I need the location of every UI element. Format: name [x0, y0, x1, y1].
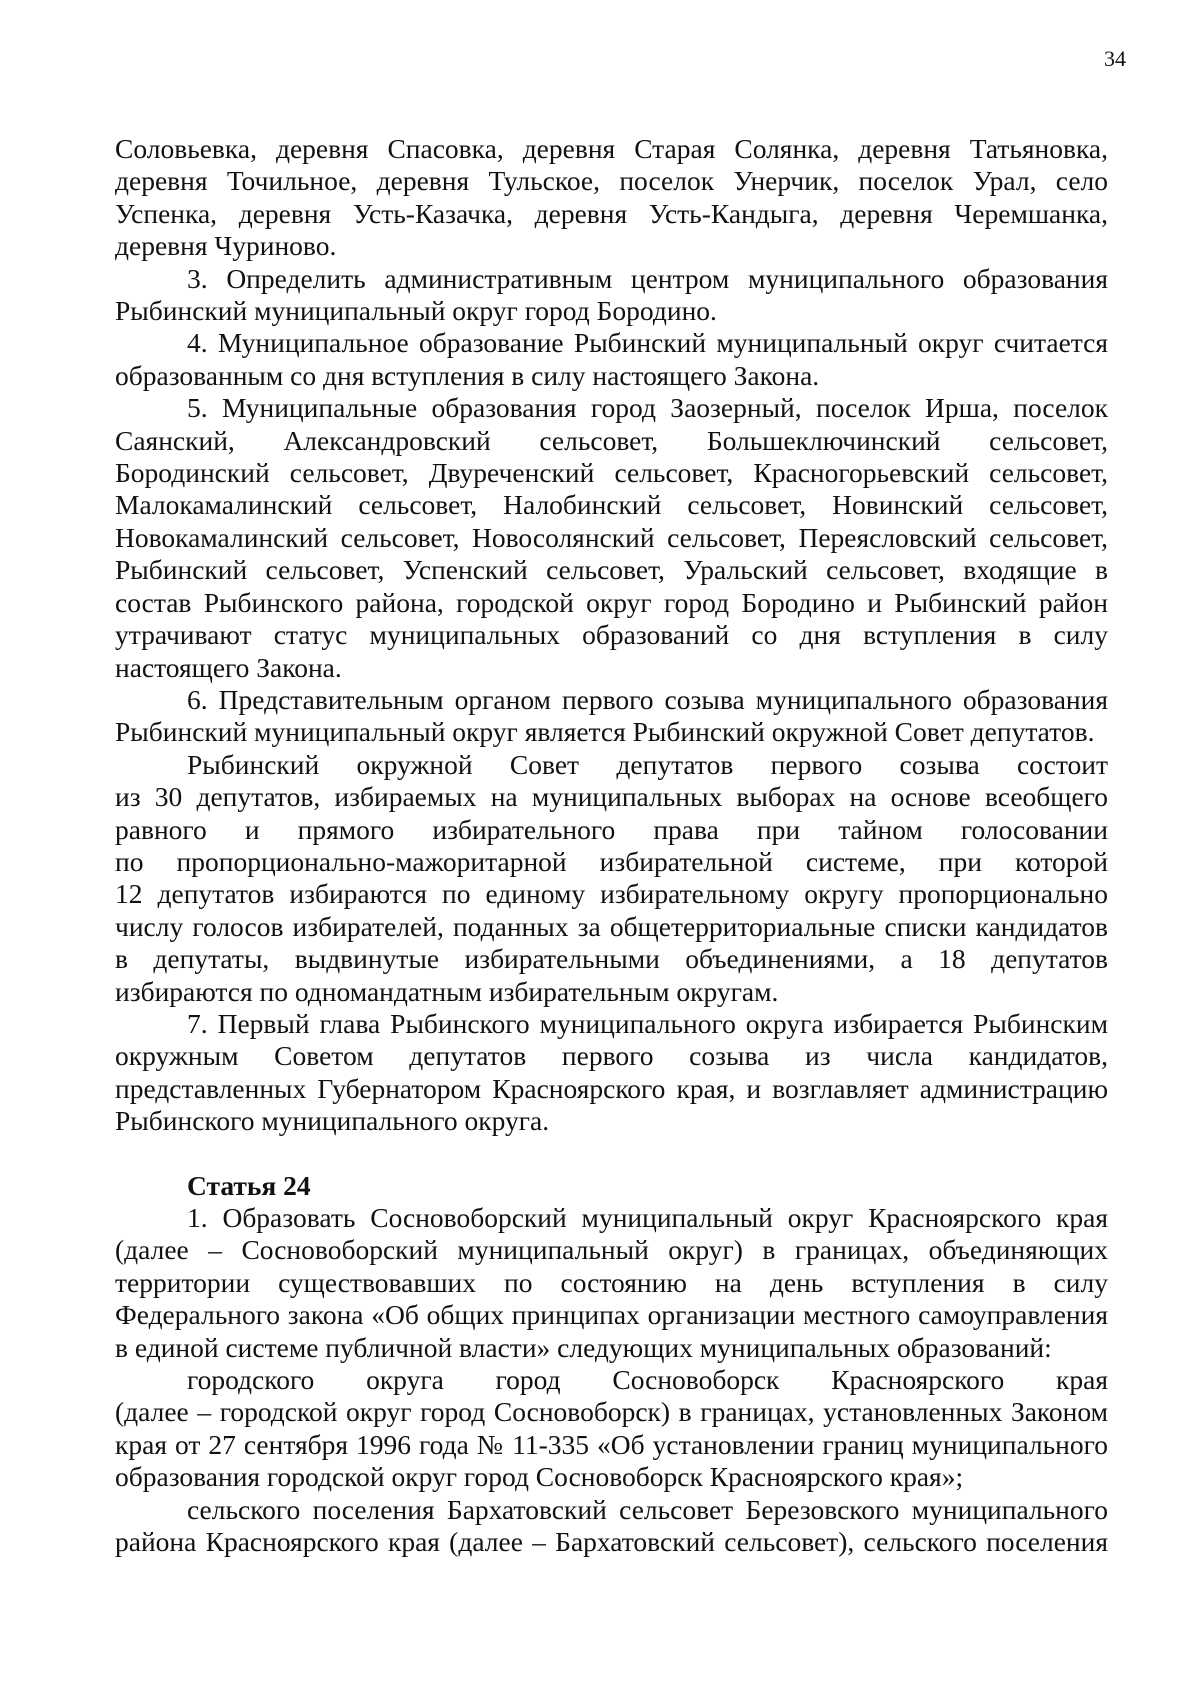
text-line: городского округа город Сосновоборск Красноярского края	[187, 1364, 1108, 1396]
text-line: 6. Представительным органом первого созыва муниципального образования	[187, 683, 1108, 715]
text-line: Успенка, деревня Усть-Казачка, деревня Усть-Кандыга, деревня Черемшанка,	[115, 197, 1108, 229]
text-line: Рыбинский окружной Совет депутатов первого созыва состоит	[187, 748, 1108, 780]
text-line: 1. Образовать Сосновоборский муниципальный округ Красноярского края	[187, 1202, 1108, 1233]
article-heading: Статья 24	[187, 1169, 311, 1201]
text-line: представленных Губернатором Красноярского края, и возглавляет администрацию	[115, 1072, 1108, 1104]
text-line: в депутаты, выдвинутые избирательными объединениями, а 18 депутатов	[115, 943, 1108, 975]
text-line: утрачивают статус муниципальных образований со дня вступления в силу	[115, 619, 1108, 651]
paragraph-item-7	[115, 1008, 1108, 1138]
text-line: 12 депутатов избираются по единому избирательному округу пропорционально	[115, 878, 1108, 910]
text-line: избираются по одномандатным избирательным округам.	[115, 975, 779, 1007]
text-line: равного и прямого избирательного права при тайном голосовании	[115, 813, 1108, 845]
paragraph-item-6	[115, 684, 1108, 749]
text-line: Федерального закона «Об общих принципах организации местного самоуправления	[115, 1299, 1108, 1331]
text-line: числу голосов избирателей, поданных за общетерриториальные списки кандидатов	[115, 910, 1108, 942]
text-line: 5. Муниципальные образования город Заозерный, поселок Ирша, поселок	[187, 392, 1108, 424]
text-line: Бородинский сельсовет, Двуреченский сельсовет, Красногорьевский сельсовет,	[115, 457, 1108, 489]
text-line: 3. Определить административным центром муниципального образования	[187, 262, 1108, 294]
text-line: из 30 депутатов, избираемых на муниципальных выборах на основе всеобщего	[115, 781, 1108, 813]
article-paragraph-item-1	[115, 1202, 1108, 1364]
paragraph-continuation	[115, 133, 1108, 263]
text-line: Рыбинский муниципальный округ город Бородино.	[115, 295, 717, 327]
text-line: в единой системе публичной власти» следующих муниципальных образований:	[115, 1331, 1052, 1363]
paragraph-council-composition	[115, 749, 1108, 1008]
paragraph-item-4	[115, 327, 1108, 392]
text-line: Рыбинский сельсовет, Успенский сельсовет, Уральский сельсовет, входящие в	[115, 554, 1108, 586]
text-line: Новокамалинский сельсовет, Новосолянский сельсовет, Переясловский сельсовет,	[115, 521, 1108, 553]
text-line: деревня Чуриново.	[115, 230, 337, 262]
text-line: сельского поселения Бархатовский сельсовет Березовского муниципального	[187, 1493, 1108, 1525]
paragraph-item-5	[115, 392, 1108, 684]
paragraph-item-3	[115, 263, 1108, 328]
text-line: настоящего Закона.	[115, 651, 342, 683]
text-line: Саянский, Александровский сельсовет, Большеключинский сельсовет,	[115, 424, 1108, 456]
text-line: Соловьевка, деревня Спасовка, деревня Старая Солянка, деревня Татьяновка,	[115, 133, 1108, 164]
text-line: деревня Точильное, деревня Тульское, поселок Унерчик, поселок Урал, село	[115, 165, 1108, 197]
text-line: территории существовавших по состоянию на день вступления в силу	[115, 1266, 1108, 1298]
text-line: Малокамалинский сельсовет, Налобинский сельсовет, Новинский сельсовет,	[115, 489, 1108, 521]
page-number: 34	[1104, 46, 1126, 71]
text-line: (далее – Сосновоборский муниципальный округ) в границах, объединяющих	[115, 1234, 1108, 1266]
document-body	[115, 133, 1108, 1558]
text-line: состав Рыбинского района, городской округ город Бородино и Рыбинский район	[115, 586, 1108, 618]
article-paragraph-city-district	[115, 1364, 1108, 1494]
text-line: 4. Муниципальное образование Рыбинский муниципальный округ считается	[187, 327, 1108, 359]
text-line: образованным со дня вступления в силу настоящего Закона.	[115, 359, 820, 391]
text-line: (далее – городской округ город Сосновоборск) в границах, установленных Законом	[115, 1396, 1108, 1428]
text-line: по пропорционально-мажоритарной избирательной системе, при которой	[115, 845, 1108, 877]
text-line: Рыбинский муниципальный округ является Рыбинский окружной Совет депутатов.	[115, 716, 1095, 748]
text-line: 7. Первый глава Рыбинского муниципального округа избирается Рыбинским	[187, 1007, 1108, 1039]
article-paragraph-rural-settlement	[115, 1494, 1108, 1559]
text-line: района Красноярского края (далее – Бархатовский сельсовет), сельского поселения	[115, 1526, 1108, 1558]
text-line: Рыбинского муниципального округа.	[115, 1105, 550, 1137]
text-line: края от 27 сентября 1996 года № 11-335 «Об установлении границ муниципального	[115, 1428, 1108, 1460]
text-line: окружным Советом депутатов первого созыва из числа кандидатов,	[115, 1040, 1108, 1072]
text-line: образования городской округ город Сосновоборск Красноярского края»;	[115, 1461, 964, 1493]
